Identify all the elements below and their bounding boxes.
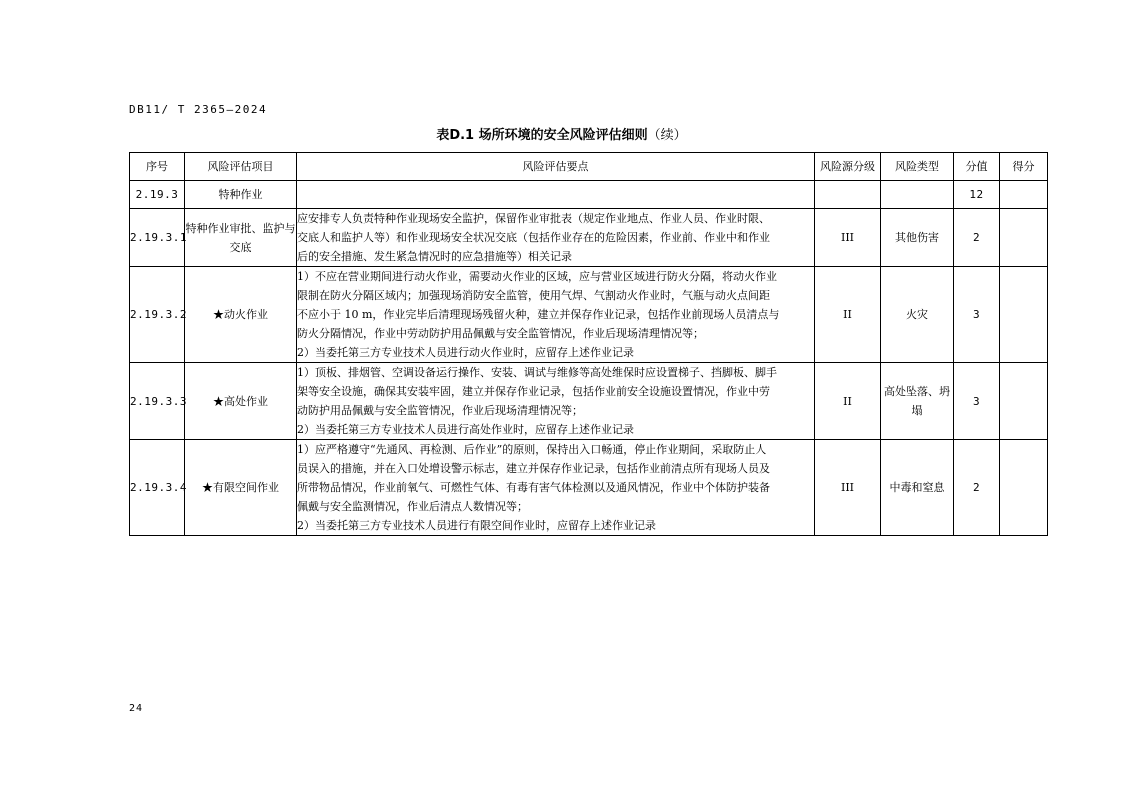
point-line: 1）顶板、排烟管、空调设备运行操作、安装、调试与维修等高处维保时应设置梯子、挡脚板、脚手 — [297, 366, 777, 379]
row-score: 12 — [954, 181, 1000, 209]
point-line: 所带物品情况，作业前氧气、可燃性气体、有毒有害气体检测以及通风情况，作业中个体防护装备 — [297, 481, 770, 494]
point-line: 1）应严格遵守“先通风、再检测、后作业”的原则，保持出入口畅通，停止作业期间，采取防止人 — [297, 443, 767, 456]
row-id: 2.19.3.3 — [130, 363, 185, 440]
column-header-level: 风险源分级 — [815, 153, 881, 181]
point-line: 2）当委托第三方专业技术人员进行有限空间作业时，应留存上述作业记录 — [297, 519, 656, 532]
point-line: 防火分隔情况，作业中劳动防护用品佩戴与安全监管情况，作业后现场清理情况等； — [297, 327, 704, 340]
point-line: 交底人和监护人等）和作业现场安全状况交底（包括作业存在的危险因素，作业前、作业中和作业 — [297, 231, 770, 244]
row-id: 2.19.3.1 — [130, 209, 185, 267]
column-header-risk-type: 风险类型 — [881, 153, 954, 181]
row-score: 3 — [954, 267, 1000, 363]
table-header-row — [130, 153, 1048, 181]
row-got — [1000, 363, 1048, 440]
column-header-item: 风险评估项目 — [185, 153, 297, 181]
table-title-suffix: （续） — [647, 128, 687, 143]
row-points — [297, 181, 815, 209]
row-id: 2.19.3.4 — [130, 440, 185, 536]
row-score: 2 — [954, 440, 1000, 536]
point-line: 后的安全措施、发生紧急情况时的应急措施等）相关记录 — [297, 250, 572, 263]
table-row — [130, 267, 1048, 363]
row-level: III — [815, 440, 881, 536]
table-title — [0, 124, 1123, 143]
point-line: 佩戴与安全监测情况，作业后清点人数情况等； — [297, 500, 528, 513]
standard-code: DB11/ T 2365—2024 — [129, 103, 268, 116]
row-points — [297, 440, 815, 536]
row-got — [1000, 209, 1048, 267]
row-got — [1000, 440, 1048, 536]
page-number: 24 — [129, 703, 144, 714]
row-points — [297, 363, 815, 440]
table-title-main: 表D.1 场所环境的安全风险评估细则 — [436, 128, 648, 143]
column-header-score: 分值 — [954, 153, 1000, 181]
row-item: ★高处作业 — [185, 363, 297, 440]
row-risk-type — [881, 181, 954, 209]
row-item: ★有限空间作业 — [185, 440, 297, 536]
table-row — [130, 363, 1048, 440]
row-level: II — [815, 363, 881, 440]
row-risk-type: 其他伤害 — [881, 209, 954, 267]
row-item: 特种作业 — [185, 181, 297, 209]
row-item: 特种作业审批、监护与交底 — [185, 209, 297, 267]
point-line: 2）当委托第三方专业技术人员进行高处作业时，应留存上述作业记录 — [297, 423, 634, 436]
row-id: 2.19.3.2 — [130, 267, 185, 363]
row-level: III — [815, 209, 881, 267]
table-row — [130, 181, 1048, 209]
point-line: 员误入的措施，并在入口处增设警示标志，建立并保存作业记录，包括作业前清点所有现场人员及 — [297, 462, 770, 475]
risk-assessment-table — [129, 152, 1048, 536]
row-level — [815, 181, 881, 209]
point-line: 2）当委托第三方专业技术人员进行动火作业时，应留存上述作业记录 — [297, 346, 634, 359]
column-header-points: 风险评估要点 — [297, 153, 815, 181]
point-line: 限制在防火分隔区域内；加强现场消防安全监管，使用气焊、气割动火作业时，气瓶与动火点间距 — [297, 289, 770, 302]
row-id: 2.19.3 — [130, 181, 185, 209]
column-header-got: 得分 — [1000, 153, 1048, 181]
point-line: 架等安全设施，确保其安装牢固，建立并保存作业记录，包括作业前安全设施设置情况，作业中劳 — [297, 385, 770, 398]
row-got — [1000, 181, 1048, 209]
point-line: 应安排专人负责特种作业现场安全监护，保留作业审批表（规定作业地点、作业人员、作业时限、 — [297, 212, 770, 225]
point-line: 动防护用品佩戴与安全监管情况，作业后现场清理情况等； — [297, 404, 583, 417]
row-level: II — [815, 267, 881, 363]
row-score: 3 — [954, 363, 1000, 440]
table-row — [130, 209, 1048, 267]
row-points — [297, 267, 815, 363]
row-points — [297, 209, 815, 267]
point-line: 不应小于 10 m，作业完毕后清理现场残留火种，建立并保存作业记录，包括作业前现场人员清点与 — [297, 308, 780, 321]
row-got — [1000, 267, 1048, 363]
point-line: 1）不应在营业期间进行动火作业，需要动火作业的区域，应与营业区域进行防火分隔，将动火作业 — [297, 270, 777, 283]
row-score: 2 — [954, 209, 1000, 267]
row-risk-type: 高处坠落、坍塌 — [881, 363, 954, 440]
row-risk-type: 中毒和窒息 — [881, 440, 954, 536]
row-item: ★动火作业 — [185, 267, 297, 363]
table-row — [130, 440, 1048, 536]
column-header-id: 序号 — [130, 153, 185, 181]
row-risk-type: 火灾 — [881, 267, 954, 363]
